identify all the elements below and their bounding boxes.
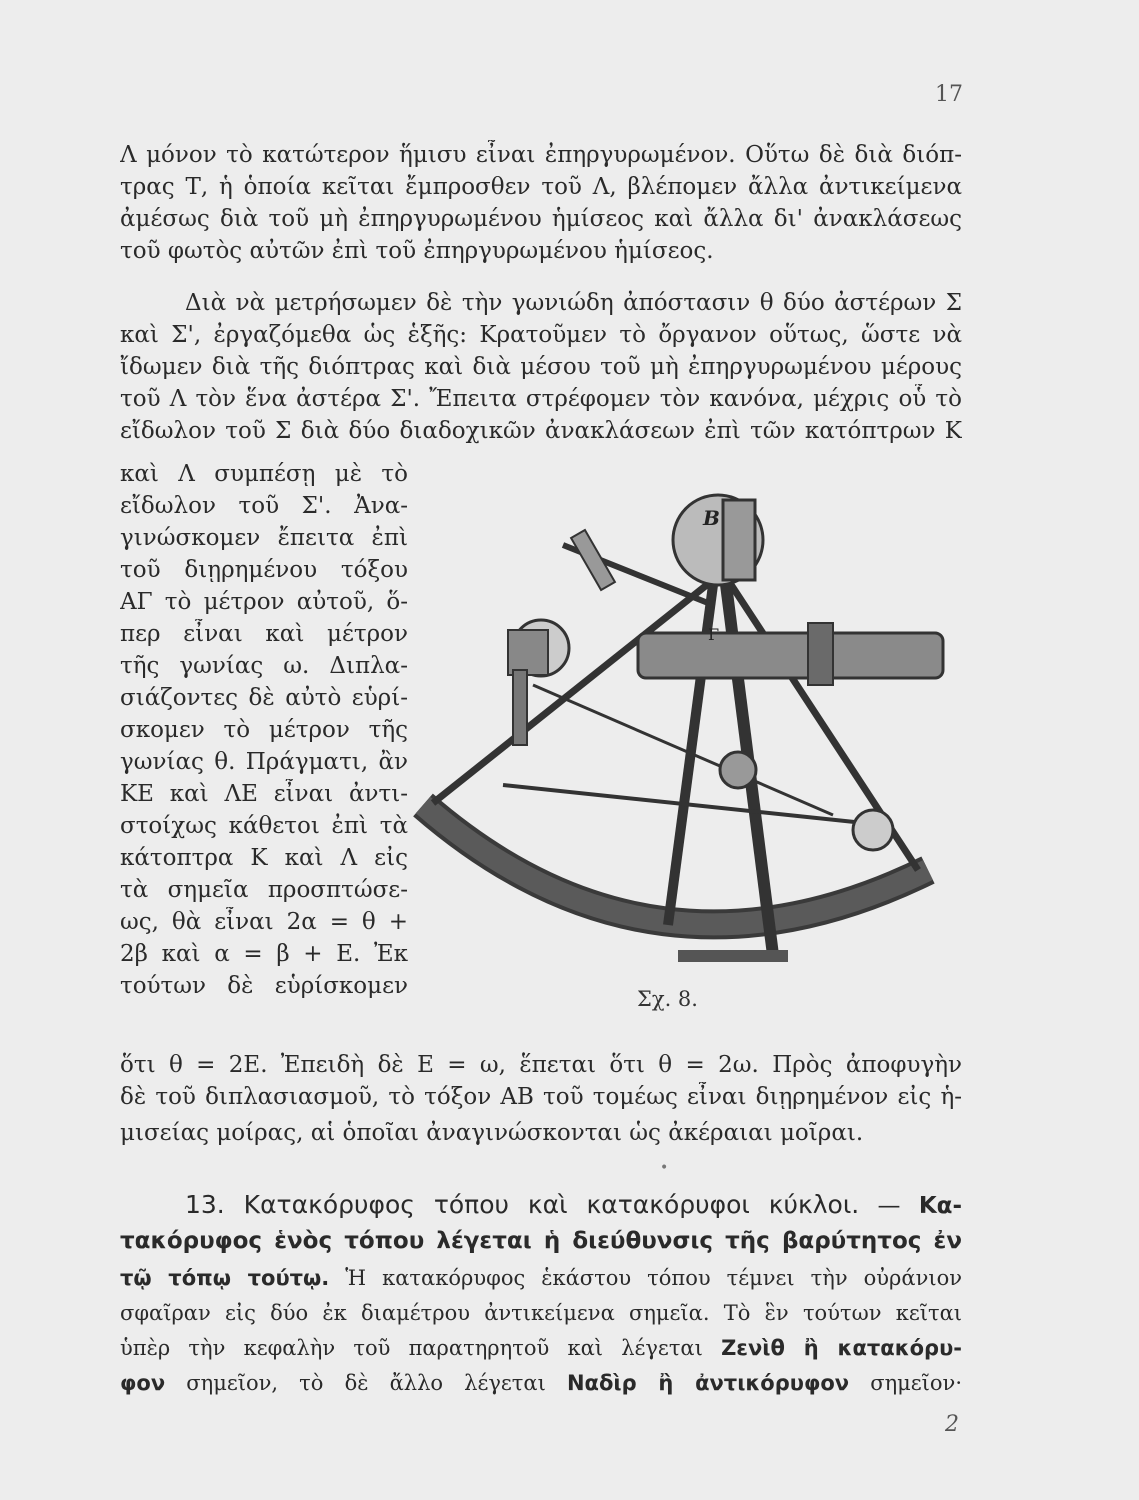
text-line: δὲ τοῦ διπλασιασμοῦ, τὸ τόξον ΑΒ τοῦ τομέως εἶναι διῃρημένον εἰς ἡ- bbox=[120, 1084, 962, 1110]
figure-caption: Σχ. 8. bbox=[637, 987, 698, 1011]
wrap-line: τοῦ διῃρημένου τόξου bbox=[120, 557, 408, 583]
wrap-line: 2β καὶ α = β + Ε. Ἐκ bbox=[120, 941, 408, 967]
figure-label-g: Γ bbox=[708, 625, 720, 644]
signature-mark: 2 bbox=[945, 1412, 959, 1437]
text-line: μισείας μοίρας, αἱ ὁποῖαι ἀναγινώσκονται ὡς ἀκέραιαι μοῖραι. bbox=[120, 1120, 864, 1146]
section-heading-line-1 bbox=[185, 1187, 962, 1224]
text-line: Λ μόνον τὸ κατώτερον ἥμισυ εἶναι ἐπηργυρωμένον. Οὕτω δὲ διὰ διόπ- bbox=[120, 142, 962, 168]
text-line: καὶ Σ', ἐργαζόμεθα ὡς ἑξῆς: Κρατοῦμεν τὸ ὄργανον οὕτως, ὥστε νὰ bbox=[120, 322, 962, 348]
wrap-line: περ εἶναι καὶ μέτρον bbox=[120, 621, 408, 647]
zenith-term-end: φον bbox=[120, 1371, 166, 1395]
wrap-line: γινώσκομεν ἔπειτα ἐπὶ bbox=[120, 525, 408, 551]
text-line: τοῦ Λ τὸν ἕνα ἀστέρα Σ'. Ἔπειτα στρέφομεν τὸν κανόνα, μέχρις οὗ τὸ bbox=[120, 386, 962, 412]
definition-end: τῷ τόπῳ τούτῳ. bbox=[120, 1266, 330, 1290]
wrap-line: κάτοπτρα Κ καὶ Λ εἰς bbox=[120, 845, 408, 871]
wrap-line: τὰ σημεῖα προσπτώσε- bbox=[120, 877, 408, 903]
body-text: Ἡ κατακόρυφος ἑκάστου τόπου τέμνει τὴν οὐράνιον bbox=[329, 1266, 962, 1290]
zenith-term: Ζενὶθ ἢ κατακόρυ- bbox=[721, 1336, 962, 1360]
definition-line: τακόρυφος ἑνὸς τόπου λέγεται ἡ διεύθυνσις τῆς βαρύτητος ἐν bbox=[120, 1228, 962, 1254]
text-line: τρας Τ, ἡ ὁποία κεῖται ἔμπροσθεν τοῦ Λ, βλέπομεν ἄλλα ἀντικείμενα bbox=[120, 174, 962, 200]
wrap-line: ΑΓ τὸ μέτρον αὐτοῦ, ὅ- bbox=[120, 589, 408, 615]
wrap-line: ως, θὰ εἶναι 2α = θ + bbox=[120, 909, 408, 935]
wrap-line: καὶ Λ συμπέσῃ μὲ τὸ bbox=[120, 461, 408, 487]
wrap-line: τούτων δὲ εὑρίσκομεν bbox=[120, 973, 408, 999]
definition-start: Κα- bbox=[918, 1193, 962, 1219]
paragraph-first-line: Διὰ νὰ μετρήσωμεν δὲ τὴν γωνιώδη ἀπόστασιν θ δύο ἀστέρων Σ bbox=[185, 290, 962, 316]
text-line: ἴδωμεν διὰ τῆς διόπτρας καὶ διὰ μέσου τοῦ μὴ ἐπηργυρωμένου μέρους bbox=[120, 354, 962, 380]
text-line: εἴδωλον τοῦ Σ διὰ δύο διαδοχικῶν ἀνακλάσεων ἐπὶ τῶν κατόπτρων Κ bbox=[120, 418, 962, 444]
body-text: ὑπὲρ τὴν κεφαλὴν τοῦ παρατηρητοῦ καὶ λέγεται bbox=[120, 1336, 722, 1360]
section-title: 13. Κατακόρυφος τόπου καὶ κατακόρυφοι κύκλοι. bbox=[185, 1190, 860, 1219]
section-body-line: σφαῖραν εἰς δύο ἐκ διαμέτρου ἀντικείμενα σημεῖα. Τὸ ἓν τούτων κεῖται bbox=[120, 1301, 962, 1325]
stray-mark: • bbox=[660, 1160, 669, 1176]
wrap-line: σκομεν τὸ μέτρον τῆς bbox=[120, 717, 408, 743]
wrap-line: εἴδωλον τοῦ Σ'. Ἀνα- bbox=[120, 493, 408, 519]
wrap-line: στοίχως κάθετοι ἐπὶ τὰ bbox=[120, 813, 408, 839]
wrap-line: σιάζοντες δὲ αὐτὸ εὑρί- bbox=[120, 685, 408, 711]
text-line: ἀμέσως διὰ τοῦ μὴ ἐπηργυρωμένου ἡμίσεος καὶ ἄλλα δι' ἀνακλάσεως bbox=[120, 206, 962, 232]
section-body-line bbox=[120, 1366, 962, 1400]
section-body-line bbox=[120, 1261, 962, 1295]
body-text: σημεῖον, τὸ δὲ ἄλλο λέγεται bbox=[165, 1371, 567, 1395]
section-body-line bbox=[120, 1331, 962, 1365]
nadir-term: Ναδὶρ ἢ ἀντικόρυφον bbox=[566, 1371, 850, 1395]
page-number: 17 bbox=[935, 82, 963, 107]
wrap-line: γωνίας θ. Πράγματι, ἂν bbox=[120, 749, 408, 775]
text-line: τοῦ φωτὸς αὐτῶν ἐπὶ τοῦ ἐπηργυρωμένου ἡμίσεος. bbox=[120, 238, 714, 264]
text-line: ὅτι θ = 2Ε. Ἐπειδὴ δὲ Ε = ω, ἕπεται ὅτι θ = 2ω. Πρὸς ἀποφυγὴν bbox=[120, 1052, 962, 1078]
wrap-line: τῆς γωνίας ω. Διπλα- bbox=[120, 653, 408, 679]
sextant-figure bbox=[413, 485, 968, 985]
section-dash: — bbox=[859, 1193, 919, 1219]
body-text: σημεῖον· bbox=[849, 1371, 962, 1395]
figure-label-b: B bbox=[703, 506, 720, 530]
wrap-line: ΚΕ καὶ ΛΕ εἶναι ἀντι- bbox=[120, 781, 408, 807]
